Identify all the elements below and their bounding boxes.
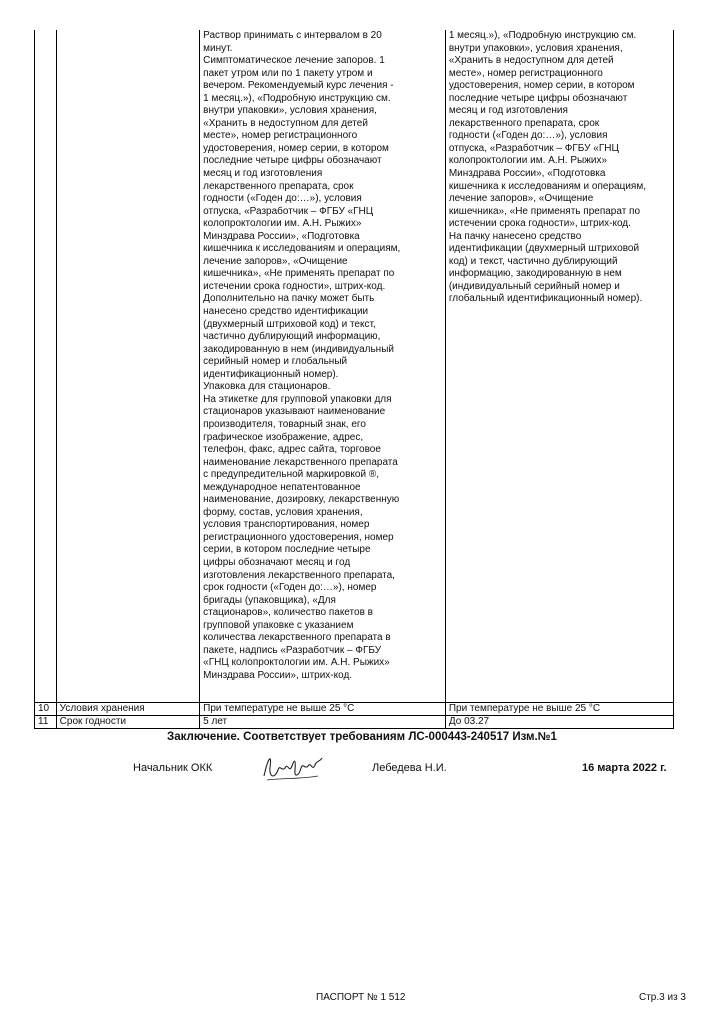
page-number: Стр.3 из 3 (639, 992, 686, 1003)
signer-position: Начальник ОКК (133, 762, 213, 774)
documentation-cell: При температуре не выше 25 °С (200, 703, 446, 716)
row-number-cell (35, 30, 57, 703)
handwritten-signature (258, 746, 328, 790)
actual-result-cell: При температуре не выше 25 °С (445, 703, 673, 716)
signature-date: 16 марта 2022 г. (582, 762, 667, 774)
specification-table (34, 30, 674, 729)
passport-number: ПАСПОРТ № 1 512 (316, 992, 406, 1003)
table-row (35, 703, 674, 716)
table-row-continuation (35, 30, 674, 703)
documentation-cell: 5 лет (200, 716, 446, 729)
actual-result-cell: До 03.27 (445, 716, 673, 729)
row-number-cell: 11 (35, 716, 57, 729)
conclusion-text: Заключение. Соответствует требованиям ЛС-000443-240517 Изм.№1 (167, 731, 557, 743)
row-number-cell: 10 (35, 703, 57, 716)
parameter-cell: Условия хранения (56, 703, 199, 716)
actual-result-text: 1 месяц.»), «Подробную инструкцию см. внутри упаковки», условия хранения, «Хранить в недоступном для детей месте», номер регистрационного удостоверения, номер серии, в котором последние четыре цифры обозначают месяц и год изготовления лекарственного препарата, срок годности («Годен до:…»), условия отпуска, «Разработчик – ФГБУ «ГНЦ колопроктологии им. А.Н. Рыжих» Минздрава России», «Подготовка кишечника к исследованиям и операциям, лечение запоров», «Очищение кишечника», «Не применять препарат по истечении срока годности», штрих-код. На пачку нанесено средство идентификации (двухмерный штриховой код) и текст, частично дублирующий информацию, закодированную в нем (индивидуальный серийный номер и глобальный идентификационный номер). (448, 30, 646, 305)
parameter-cell (56, 30, 199, 703)
actual-result-cell (445, 30, 673, 703)
signer-name: Лебедева Н.И. (372, 762, 447, 774)
documentation-cell (200, 30, 446, 703)
documentation-text: Раствор принимать с интервалом в 20 минут. Симптоматическое лечение запоров. 1 пакет утром или по 1 пакету утром и вечером. Рекомендуемый курс лечения - 1 месяц.»), «Подробную инструкцию см. внутри упаковки», условия хранения, «Хранить в недоступном для детей месте», номер регистрационного удостоверения, номер серии, в котором последние четыре цифры обозначают месяц и год изготовления лекарственного препарата, срок годности («Годен до:…»), условия отпуска, «Разработчик – ФГБУ «ГНЦ колопроктологии им. А.Н. Рыжих» Минздрава России», «Подготовка кишечника к исследованиям и операциям, лечение запоров», «Очищение кишечника», «Не применять препарат по истечении срока годности», штрих-код. Дополнительно на пачку может быть нанесено средство идентификации (двухмерный штриховой код) и текст, частично дублирующий информацию, закодированную в нем (индивидуальный серийный номер и глобальный идентификационный номер). Упаковка для стационаров. На этикетке для групповой упаковки для стационаров указывают наименование производителя, товарный знак, его графическое изображение, адрес, телефон, факс, адрес сайта, торговое наименование лекарственного препарата с предупредительной маркировкой ®, международное непатентованное наименование, дозировку, лекарственную форму, состав, условия хранения, условия транспортирования, номер регистрационного удостоверения, номер серии, в котором последние четыре цифры обозначают месяц и год изготовления лекарственного препарата, срок годности («Годен до:…»), номер бригады (упаковщика), «Для стационаров», количество пакетов в групповой упаковке с указанием количества лекарственного препарата в пакете, надпись «Разработчик – ФГБУ «ГНЦ колопроктологии им. А.Н. Рыжих» Минздрава России», штрих-код. (203, 30, 401, 681)
table-row (35, 716, 674, 729)
parameter-cell: Срок годности (56, 716, 199, 729)
